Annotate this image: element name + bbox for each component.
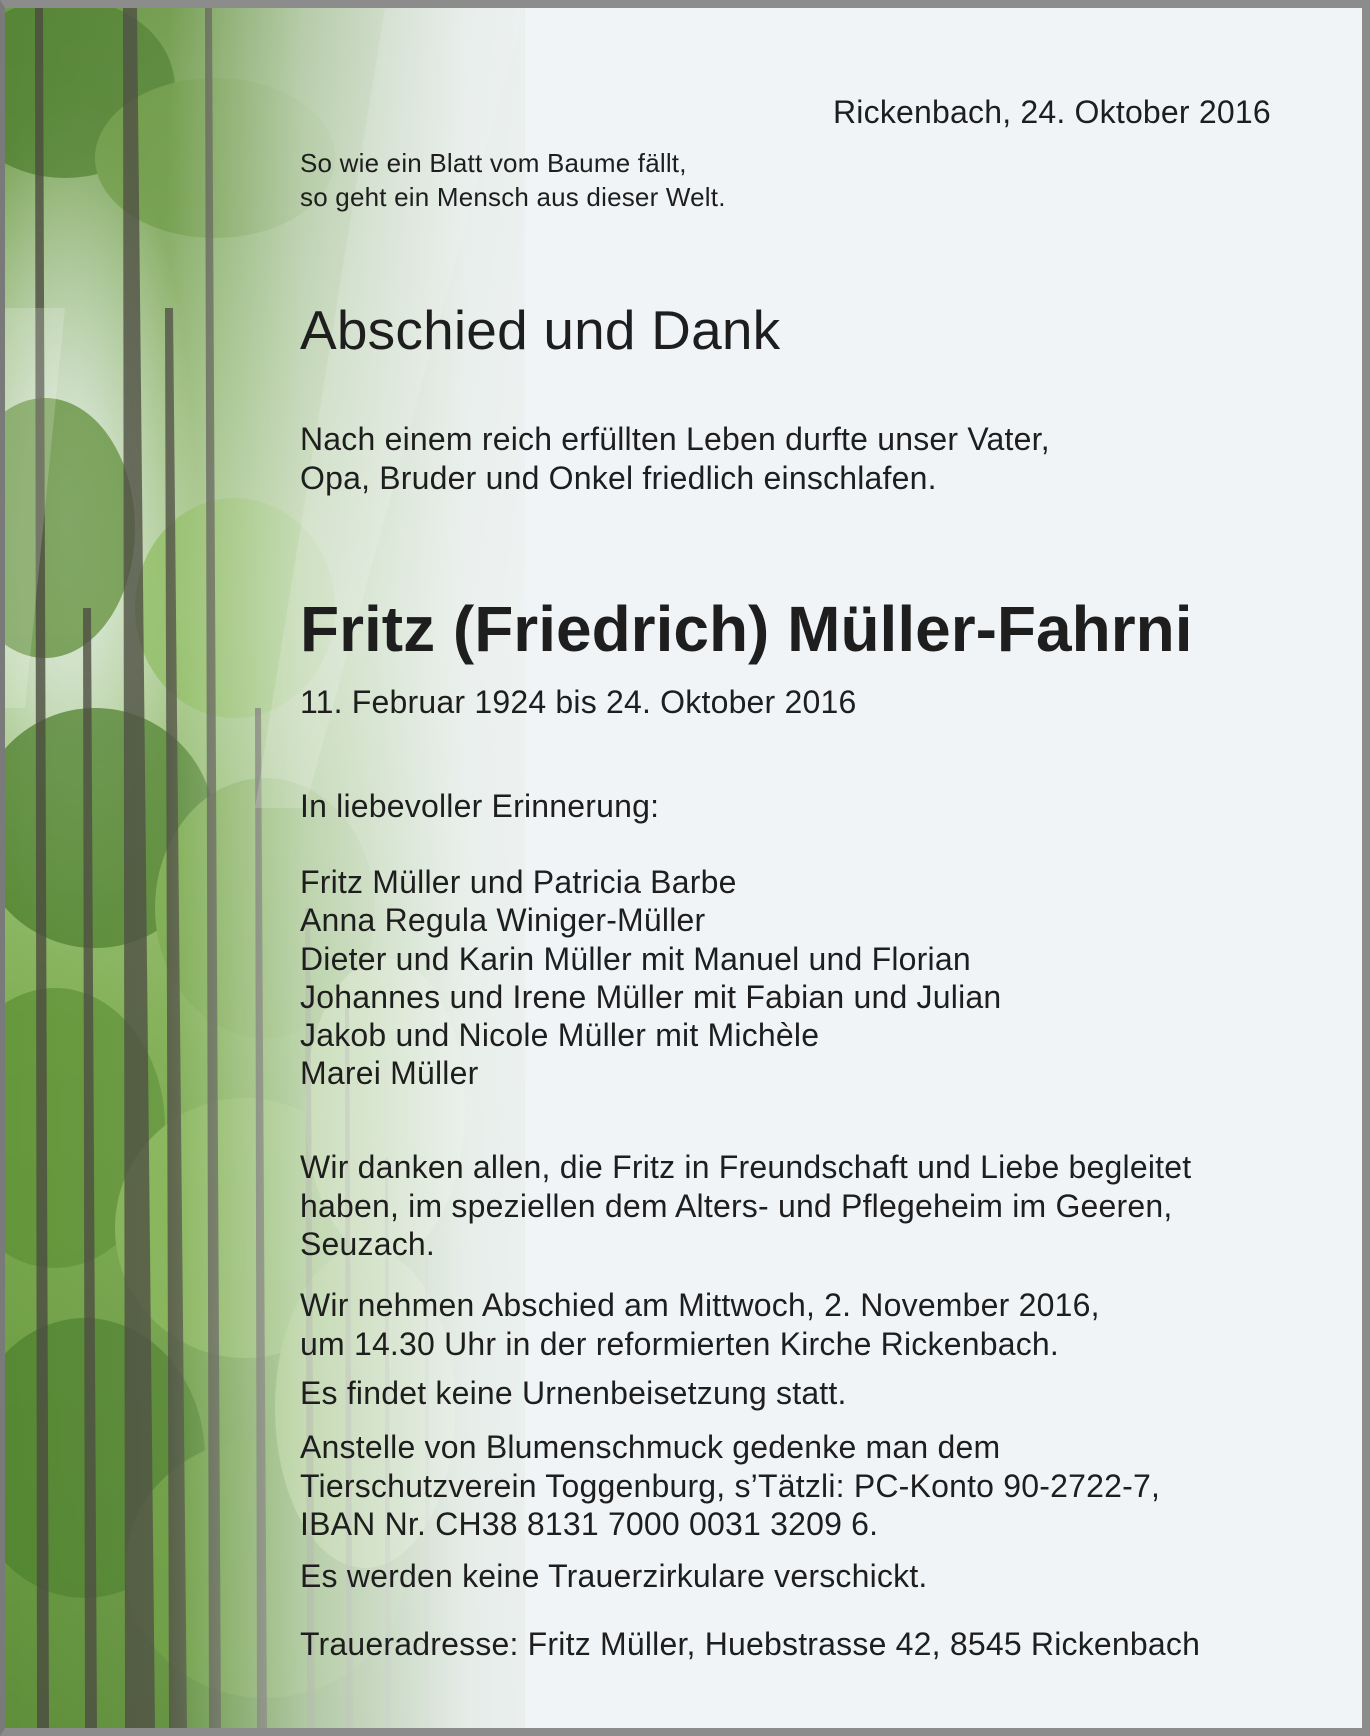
mourning-address: Traueradresse: Fritz Müller, Huebstrasse 42, 8545 Rickenbach (300, 1626, 1201, 1662)
donation-line: Anstelle von Blumenschmuck gedenke man dem (300, 1429, 1001, 1465)
donation-line: Tierschutzverein Toggenburg, s’Tätzli: PC-Konto 90-2722-7, (300, 1467, 1161, 1504)
family-member: Dieter und Karin Müller mit Manuel und Florian (300, 940, 971, 977)
farewell-text (300, 1286, 1100, 1363)
lifespan: 11. Februar 1924 bis 24. Oktober 2016 (300, 684, 857, 720)
donation-line: IBAN Nr. CH38 8131 7000 0031 3209 6. (300, 1506, 879, 1542)
intro-line: Nach einem reich erfüllten Leben durfte unser Vater, (300, 421, 1050, 457)
family-member: Johannes und Irene Müller mit Fabian und Julian (300, 978, 1002, 1015)
thanks-line: Seuzach. (300, 1226, 436, 1262)
thanks-line: haben, im speziellen dem Alters- und Pflegeheim im Geeren, (300, 1187, 1173, 1224)
intro-line: Opa, Bruder und Onkel friedlich einschlafen. (300, 460, 937, 496)
thanks-line: Wir danken allen, die Fritz in Freundschaft und Liebe begleitet (300, 1149, 1192, 1185)
intro-text (300, 420, 1050, 498)
family-member: Anna Regula Winiger-Müller (300, 902, 706, 939)
farewell-line: Wir nehmen Abschied am Mittwoch, 2. November 2016, (300, 1287, 1100, 1323)
farewell-line: um 14.30 Uhr in der reformierten Kirche Rickenbach. (300, 1325, 1059, 1362)
memory-label: In liebevoller Erinnerung: (300, 788, 660, 824)
poem-line: So wie ein Blatt vom Baume fällt, (300, 148, 687, 178)
place-date: Rickenbach, 24. Oktober 2016 (833, 94, 1271, 130)
deceased-name: Fritz (Friedrich) Müller-Fahrni (300, 593, 1193, 665)
family-member: Jakob und Nicole Müller mit Michèle (300, 1017, 820, 1054)
poem (300, 146, 726, 214)
obituary-content (5, 8, 1362, 1728)
donation-text (300, 1428, 1160, 1544)
family-list (300, 863, 1001, 1093)
notice-heading: Abschied und Dank (300, 299, 781, 361)
circulars-note: Es werden keine Trauerzirkulare verschickt. (300, 1558, 928, 1594)
urn-note: Es findet keine Urnenbeisetzung statt. (300, 1375, 847, 1411)
family-member: Marei Müller (300, 1055, 479, 1092)
poem-line: so geht ein Mensch aus dieser Welt. (300, 182, 726, 212)
thanks-text (300, 1148, 1191, 1264)
family-member: Fritz Müller und Patricia Barbe (300, 864, 737, 900)
